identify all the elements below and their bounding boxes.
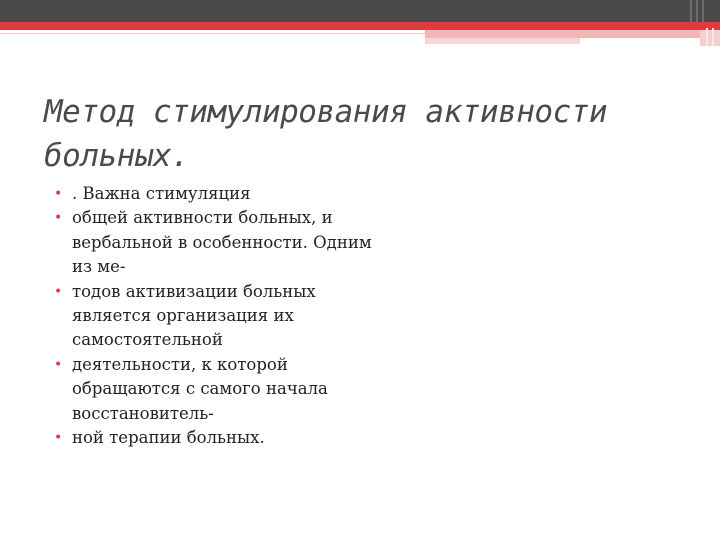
list-item bbox=[54, 182, 374, 206]
list-item-text: деятельности, к которой обращаются с самого начала восстановитель- bbox=[72, 354, 328, 423]
accent-thin-line bbox=[0, 33, 425, 34]
bullet-list bbox=[54, 182, 374, 450]
list-item-text: тодов активизации больных является организация их самостоятельной bbox=[72, 281, 316, 350]
list-item-text: общей активности больных, и вербальной в особенности. Одним из ме- bbox=[72, 208, 372, 277]
bullet-icon: • bbox=[54, 210, 63, 227]
list-item bbox=[54, 280, 374, 353]
list-item bbox=[54, 426, 374, 450]
bullet-icon: • bbox=[54, 356, 63, 373]
list-item bbox=[54, 206, 374, 279]
slide-title: Метод стимулирования активности больных. bbox=[44, 94, 608, 174]
bullet-icon: • bbox=[54, 283, 63, 300]
header-stripe bbox=[702, 0, 704, 22]
accent-corner-stripe bbox=[706, 28, 708, 46]
list-item-text: . Важна стимуляция bbox=[72, 184, 251, 203]
bullet-icon: • bbox=[54, 186, 63, 202]
accent-corner-stripe bbox=[712, 28, 714, 46]
accent-corner bbox=[700, 30, 720, 46]
accent-tab bbox=[425, 30, 720, 38]
header-stripe bbox=[690, 0, 692, 22]
header-stripe bbox=[696, 0, 698, 22]
bullet-icon: • bbox=[54, 430, 63, 447]
accent-line bbox=[0, 22, 720, 30]
list-item bbox=[54, 353, 374, 426]
header-band bbox=[0, 0, 720, 22]
list-item-text: ной терапии больных. bbox=[72, 428, 265, 448]
accent-tab-lower bbox=[425, 38, 580, 44]
